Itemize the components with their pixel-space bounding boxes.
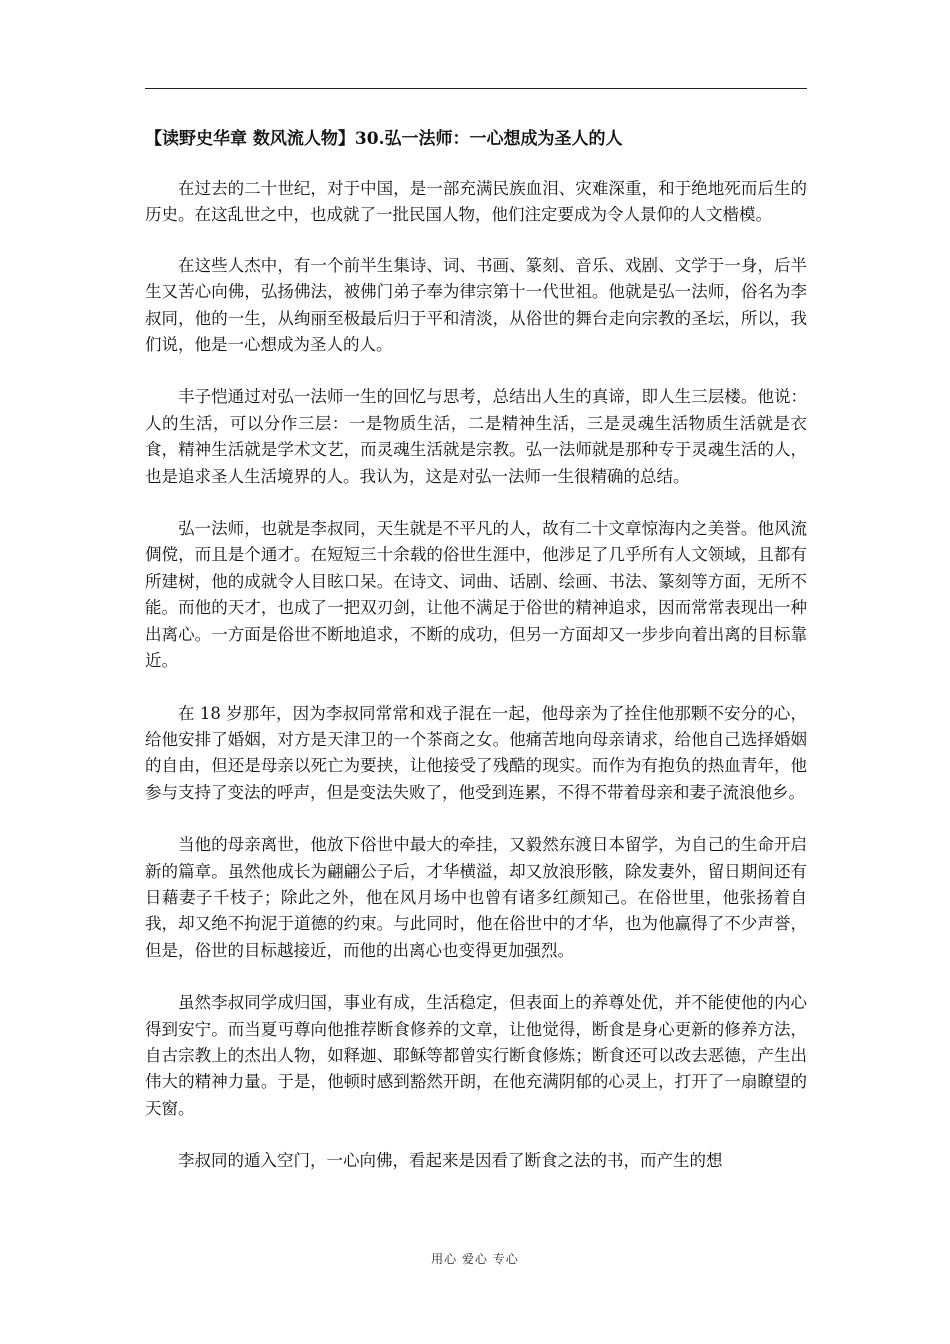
paragraph: 丰子恺通过对弘一法师一生的回忆与思考，总结出人生的真谛，即人生三层楼。他说：人的生活，可以分作三层：一是物质生活，二是精神生活，三是灵魂生活物质生活就是衣食，精神生活就是学术文艺，而灵魂生活就是宗教。弘一法师就是那种专于灵魂生活的人，也是追求圣人生活境界的人。我认为，这是对弘一法师一生很精确的总结。 — [145, 387, 807, 486]
document-title: 【读野史华章 数风流人物】30.弘一法师：一心想成为圣人的人 — [145, 129, 623, 149]
header-rule — [145, 88, 807, 89]
paragraph: 在过去的二十世纪，对于中国，是一部充满民族血泪、灾难深重，和于绝地死而后生的历史。在这乱世之中，也成就了一批民国人物，他们注定要成为令人景仰的人文楷模。 — [145, 179, 807, 225]
page-footer: 用心 爱心 专心 — [431, 1252, 519, 1266]
document-body — [145, 176, 807, 1201]
paragraph: 李叔同的遁入空门，一心向佛，看起来是因看了断食之法的书，而产生的想 — [178, 1151, 723, 1171]
paragraph: 当他的母亲离世，他放下俗世中最大的牵挂，又毅然东渡日本留学，为自己的生命开启新的篇章。虽然他成长为翩翩公子后，才华横溢，却又放浪形骸，除发妻外，留日期间还有日藉妻子千枝子；除此之外，他在风月场中也曾有诸多红颜知己。在俗世里，他张扬着自我，却又绝不拘泥于道德的约束。与此同时，他在俗世中的才华，也为他赢得了不少声誉，但是，俗世的目标越接近，而他的出离心也变得更加强烈。 — [145, 835, 807, 960]
paragraph: 在 18 岁那年，因为李叔同常常和戏子混在一起，他母亲为了拴住他那颗不安分的心，给他安排了婚姻，对方是天津卫的一个茶商之女。他痛苦地向母亲请求，给他自己选择婚姻的自由，但还是母亲以死亡为要挟，让他接受了残酷的现实。而作为有抱负的热血青年，他参与支持了变法的呼声，但是变法失败了，他受到连累，不得不带着母亲和妻子流浪他乡。 — [145, 703, 807, 802]
paragraph: 弘一法师，也就是李叔同，天生就是不平凡的人，故有二十文章惊海内之美誉。他风流倜傥，而且是个通才。在短短三十余载的俗世生涯中，他涉足了几乎所有人文领域，且都有所建树，他的成就令人目眩口呆。在诗文、词曲、话剧、绘画、书法、篆刻等方面，无所不能。而他的天才，也成了一把双刃剑，让他不满足于俗世的精神追求，因而常常表现出一种出离心。一方面是俗世不断地追求，不断的成功，但另一方面却又一步步向着出离的目标靠近。 — [145, 519, 807, 671]
paragraph: 在这些人杰中，有一个前半生集诗、词、书画、篆刻、音乐、戏剧、文学于一身，后半生又苦心向佛，弘扬佛法，被佛门弟子奉为律宗第十一代世祖。他就是弘一法师，俗名为李叔同，他的一生，从绚丽至极最后归于平和清淡，从俗世的舞台走向宗教的圣坛，所以，我们说，他是一心想成为圣人的人。 — [145, 255, 807, 355]
paragraph: 虽然李叔同学成归国，事业有成，生活稳定，但表面上的养尊处优，并不能使他的内心得到安宁。而当夏丏尊向他推荐断食修养的文章，让他觉得，断食是身心更新的修养方法，自古宗教上的杰出人物，如释迦、耶稣等都曾实行断食修炼；断食还可以改去恶德，产生出伟大的精神力量。于是，他顿时感到豁然开朗，在他充满阴郁的心灵上，打开了一扇瞭望的天窗。 — [145, 993, 807, 1118]
